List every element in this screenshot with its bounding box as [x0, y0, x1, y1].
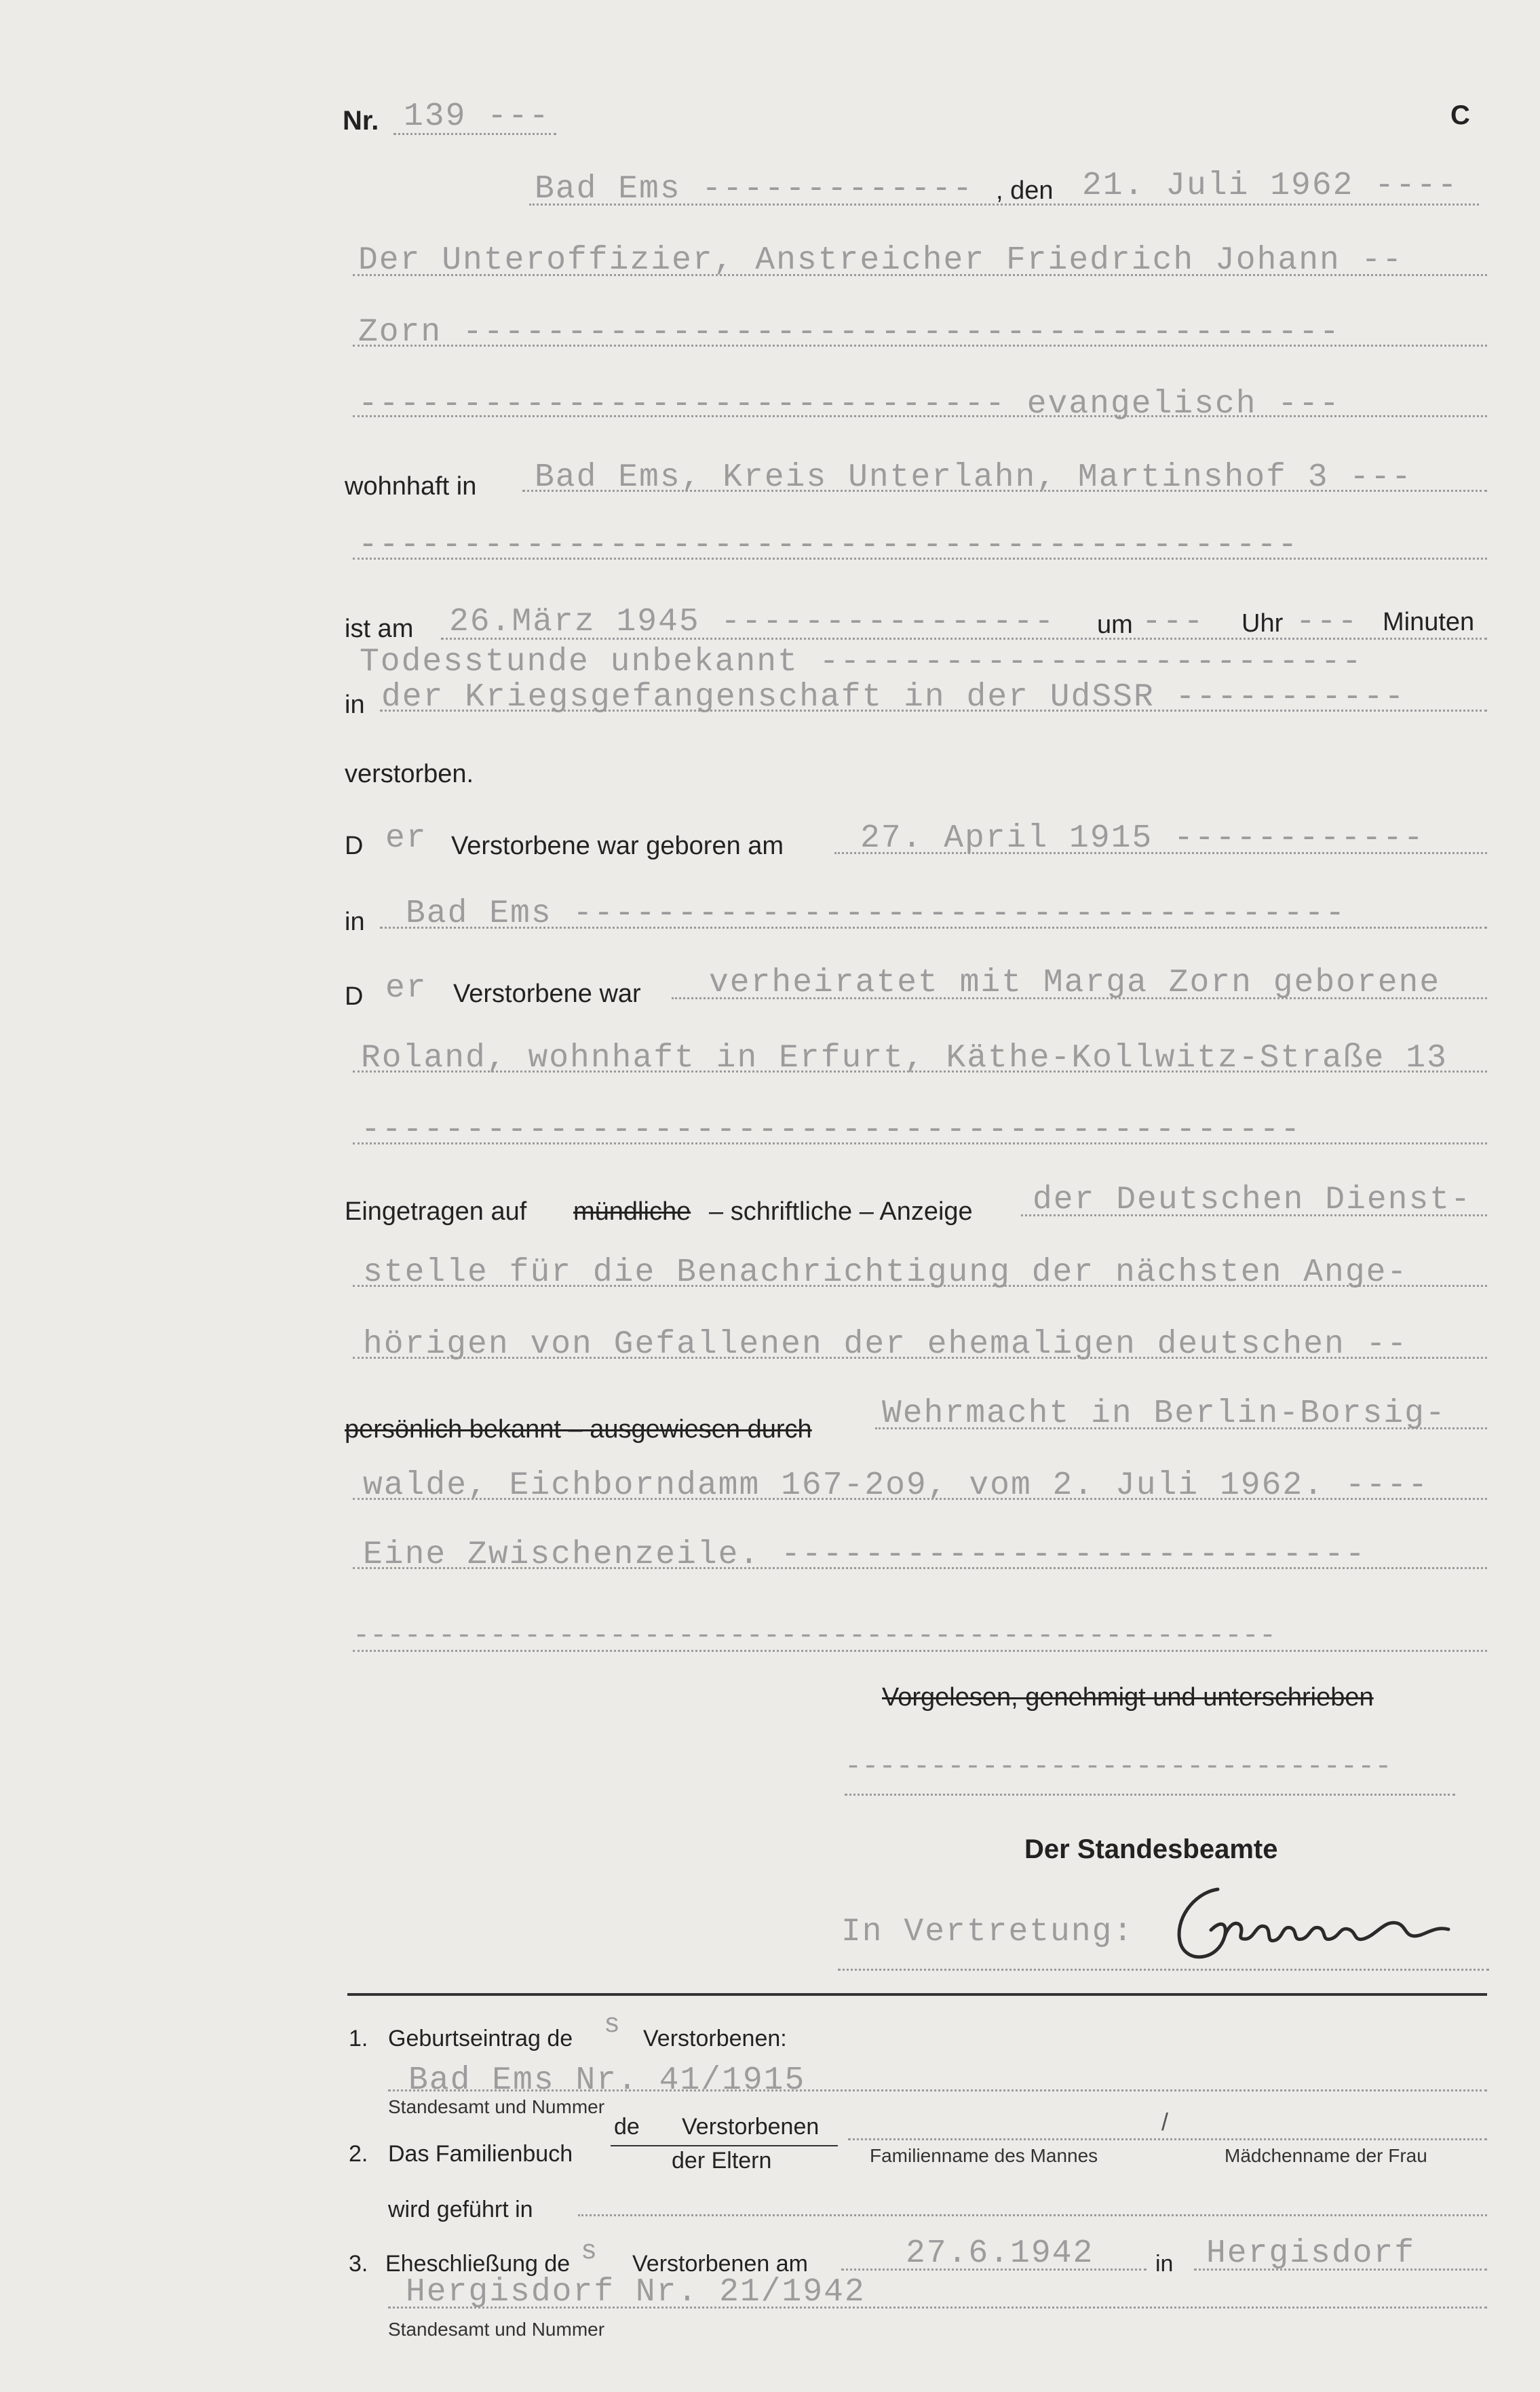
registration-line-1: der Deutschen Dienst-	[1033, 1182, 1471, 1218]
minuten-label: Minuten	[1383, 608, 1475, 636]
registration-line-6: Eine Zwischenzeile. ----------------------------	[363, 1537, 1366, 1573]
registration-line-5: walde, Eichborndamm 167-2o9, vom 2. Juli 1962. ----	[363, 1467, 1429, 1504]
signature	[1153, 1872, 1465, 1974]
maedchenname-label: Mädchenname der Frau	[1225, 2145, 1427, 2166]
dotted-line	[353, 1567, 1487, 1569]
um-dash: ---	[1142, 604, 1205, 640]
note-1-num: 1.	[349, 2026, 368, 2051]
dotted-line	[848, 2138, 1487, 2140]
note-3-label-b: Verstorbenen am	[632, 2251, 808, 2277]
dotted-line	[875, 1427, 1487, 1429]
registration-line-2: stelle für die Benachrichtigung der nächsten Ange-	[363, 1254, 1408, 1291]
in-label: in	[345, 691, 365, 719]
dotted-line	[393, 133, 556, 135]
dotted-line	[353, 1142, 1487, 1144]
dotted-line	[380, 710, 1487, 712]
residence-line-1: Bad Ems, Kreis Unterlahn, Martinshof 3 ---	[535, 459, 1412, 496]
dotted-line	[388, 2089, 1487, 2091]
note-2-eltern: der Eltern	[672, 2148, 772, 2174]
dotted-line	[353, 1070, 1487, 1073]
eingetragen-prefix: Eingetragen auf	[345, 1197, 527, 1226]
nr-label: Nr.	[343, 106, 379, 136]
note-3-label-a: Eheschließung de	[385, 2251, 571, 2277]
dotted-line	[353, 1357, 1487, 1359]
dotted-line	[353, 1285, 1487, 1287]
persoenlich-label: persönlich bekannt – ausgewiesen durch	[345, 1415, 812, 1444]
muendliche-struck: mündliche	[573, 1197, 691, 1226]
death-place: der Kriegsgefangenschaft in der UdSSR -----------	[381, 679, 1406, 716]
dotted-line	[353, 558, 1487, 560]
familienname-label: Familienname des Mannes	[870, 2145, 1098, 2166]
note-1-label-b: Verstorbenen:	[643, 2026, 787, 2051]
marriage-register-entry: Hergisdorf Nr. 21/1942	[406, 2274, 866, 2311]
note-2-num: 2.	[349, 2141, 368, 2167]
marital-d-fill: er	[385, 970, 427, 1007]
note-2-verstorbenen: Verstorbenen	[682, 2114, 820, 2140]
person-line-2: Zorn ------------------------------------------	[358, 314, 1341, 351]
dotted-line	[388, 2307, 1487, 2309]
note-3-in: in	[1155, 2251, 1174, 2277]
birth-register-entry: Bad Ems Nr. 41/1915	[408, 2062, 806, 2099]
registration-line-4: Wehrmacht in Berlin-Borsig-	[882, 1395, 1446, 1432]
dotted-line	[353, 1650, 1487, 1652]
marital-label: Verstorbene war	[453, 980, 641, 1008]
registration-line-7: ------------------------------------------------------	[353, 1619, 1277, 1652]
dotted-line	[1021, 1214, 1487, 1216]
dotted-line	[834, 852, 1487, 854]
fraction-rule	[611, 2145, 838, 2146]
verstorben-label: verstorben.	[345, 760, 474, 788]
dotted-line	[380, 927, 1487, 929]
birth-in-label: in	[345, 908, 365, 936]
birth-place: Bad Ems -------------------------------------	[406, 895, 1347, 932]
dotted-line	[353, 1498, 1487, 1500]
note-2-wird: wird geführt in	[388, 2197, 533, 2222]
note-3-num: 3.	[349, 2251, 368, 2277]
dotted-line	[845, 1794, 1455, 1796]
uhr-label: Uhr	[1241, 609, 1284, 638]
dotted-line	[353, 274, 1487, 276]
marriage-date: 27.6.1942	[906, 2235, 1094, 2272]
birth-d-fill: er	[385, 820, 427, 857]
note-1-label-a: Geburtseintrag de	[388, 2026, 573, 2051]
note-2-label: Das Familienbuch	[388, 2141, 573, 2167]
dotted-line	[1194, 2269, 1487, 2271]
place: Bad Ems -------------	[535, 171, 974, 208]
vorgelesen-label: Vorgelesen, genehmigt und unterschrieben	[882, 1683, 1374, 1712]
eingetragen-suffix: – schriftliche – Anzeige	[709, 1197, 973, 1226]
dotted-line	[353, 345, 1487, 347]
uhr-dash: ---	[1296, 604, 1359, 640]
birth-d-label: D	[345, 832, 364, 860]
form-letter: C	[1450, 100, 1470, 130]
den-label: , den	[996, 176, 1054, 205]
standesamt-label-1: Standesamt und Nummer	[388, 2096, 605, 2117]
person-line-3: ------------------------------- evangelisch ---	[358, 386, 1341, 423]
death-date: 26.März 1945 ----------------	[449, 604, 1056, 640]
person-line-1: Der Unteroffizier, Anstreicher Friedrich Johann --	[358, 242, 1404, 279]
separator-rule	[347, 1993, 1487, 1996]
dotted-line	[529, 204, 1479, 206]
ist-am-label: ist am	[345, 615, 414, 643]
certificate-date: 21. Juli 1962 ----	[1082, 168, 1459, 204]
dotted-line	[672, 997, 1487, 999]
dotted-line	[841, 2269, 1147, 2271]
time-note: Todesstunde unbekannt --------------------------	[360, 644, 1363, 680]
marital-line-3: ---------------------------------------------	[361, 1112, 1302, 1149]
vertretung-label: In Vertretung:	[841, 1914, 1134, 1950]
nr-value: 139 ---	[404, 98, 550, 135]
note-2-de: de	[614, 2114, 640, 2140]
registration-line-3: hörigen von Gefallenen der ehemaligen deutschen --	[363, 1326, 1408, 1363]
marital-d-label: D	[345, 982, 364, 1011]
dotted-line	[522, 490, 1487, 492]
marriage-place: Hergisdorf	[1206, 2235, 1416, 2272]
standesamt-label-2: Standesamt und Nummer	[388, 2319, 605, 2340]
residence-line-2: ---------------------------------------------	[358, 527, 1299, 564]
marital-line-2: Roland, wohnhaft in Erfurt, Käthe-Kollwitz-Straße 13	[361, 1040, 1448, 1077]
dotted-line	[441, 638, 1487, 640]
note-1-fill: s	[604, 2010, 622, 2041]
dotted-line	[578, 2214, 1487, 2216]
dotted-line	[353, 415, 1487, 417]
um-label: um	[1097, 611, 1133, 639]
closing-dashes: --------------------------------	[845, 1750, 1392, 1783]
note-3-fill: s	[581, 2237, 599, 2267]
standesbeamte-label: Der Standesbeamte	[1024, 1834, 1278, 1864]
birth-label: Verstorbene war geboren am	[451, 832, 784, 860]
birth-date: 27. April 1915 ------------	[860, 820, 1425, 857]
slash-divider: /	[1161, 2108, 1169, 2136]
marital-line-1: verheiratet mit Marga Zorn geborene	[709, 965, 1441, 1001]
wohnhaft-label: wohnhaft in	[345, 472, 477, 501]
